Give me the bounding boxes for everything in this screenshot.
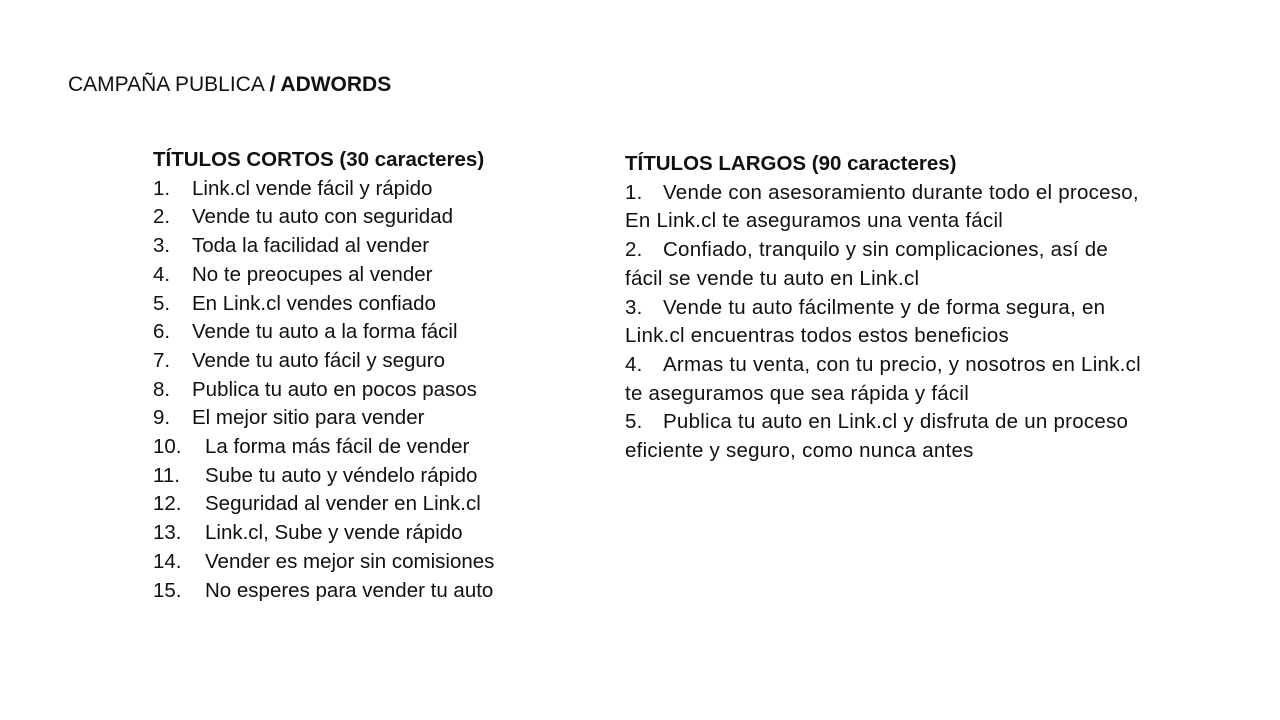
item-text: Vende tu auto fácil y seguro [192,348,446,372]
list-item [153,318,573,347]
item-text: Vende con asesoramiento durante todo el proceso, En Link.cl te aseguramos una venta fácil [625,180,1139,233]
list-item [625,236,1145,293]
list-item [153,232,573,261]
list-item [625,351,1145,408]
heading-campaign: CAMPAÑA PUBLICA [68,73,270,96]
list-item [625,179,1145,236]
item-number: 7. [153,348,171,372]
list-item [153,261,573,290]
item-text: Vende tu auto fácilmente y de forma segura, en Link.cl encuentras todos estos beneficios [625,295,1106,348]
item-text: Publica tu auto en Link.cl y disfruta de un proceso eficiente y seguro, como nunca antes [625,410,1129,463]
long-titles-section [625,150,1145,466]
item-text: No te preocupes al vender [192,262,433,286]
item-number: 15. [153,578,182,602]
list-item [153,290,573,319]
item-number: 2. [625,238,643,262]
item-number: 9. [153,406,171,430]
item-text: Vender es mejor sin comisiones [205,549,495,573]
item-text: Seguridad al vender en Link.cl [205,492,481,516]
item-text: Link.cl, Sube y vende rápido [205,521,463,545]
item-number: 1. [625,180,643,204]
item-number: 12. [153,492,182,516]
list-item [153,490,573,519]
item-text: Toda la facilidad al vender [192,234,430,258]
list-item [153,376,573,405]
item-number: 5. [625,410,643,434]
item-text: Confiado, tranquilo y sin complicaciones, así de fácil se vende tu auto en Link.cl [625,238,1109,290]
item-text: No esperes para vender tu auto [205,578,494,602]
short-titles-section [153,146,573,605]
item-number: 4. [625,352,643,376]
item-number: 6. [153,320,171,344]
item-number: 13. [153,521,182,545]
item-text: El mejor sitio para vender [192,406,425,430]
item-number: 5. [153,291,171,315]
list-item [153,175,573,204]
item-number: 14. [153,549,182,573]
item-number: 1. [153,176,171,200]
short-titles-heading: TÍTULOS CORTOS (30 caracteres) [153,148,485,171]
item-number: 8. [153,377,171,401]
list-item [625,408,1145,465]
item-number: 3. [153,234,171,258]
item-text: Sube tu auto y véndelo rápido [205,463,478,487]
long-titles-list [625,179,1145,466]
list-item [153,404,573,433]
short-titles-list [153,175,573,606]
list-item [153,577,573,606]
item-text: Armas tu venta, con tu precio, y nosotros en Link.cl te aseguramos que sea rápida y fácil [625,352,1141,405]
list-item [625,294,1145,351]
item-text: La forma más fácil de vender [205,435,470,459]
item-number: 2. [153,205,171,229]
item-text: Vende tu auto a la forma fácil [192,320,458,344]
list-item [153,433,573,462]
item-number: 11. [153,463,180,487]
list-item [153,347,573,376]
heading-adwords: / ADWORDS [269,73,392,96]
list-item [153,462,573,491]
item-number: 10. [153,435,182,459]
list-item [153,519,573,548]
item-number: 3. [625,295,643,319]
list-item [153,203,573,232]
list-item [153,548,573,577]
item-text: Vende tu auto con seguridad [192,205,454,229]
item-number: 4. [153,262,171,286]
item-text: Link.cl vende fácil y rápido [192,176,433,200]
item-text: Publica tu auto en pocos pasos [192,377,477,401]
item-text: En Link.cl vendes confiado [192,291,436,315]
long-titles-heading: TÍTULOS LARGOS (90 caracteres) [625,152,957,175]
slide-heading [68,72,391,98]
